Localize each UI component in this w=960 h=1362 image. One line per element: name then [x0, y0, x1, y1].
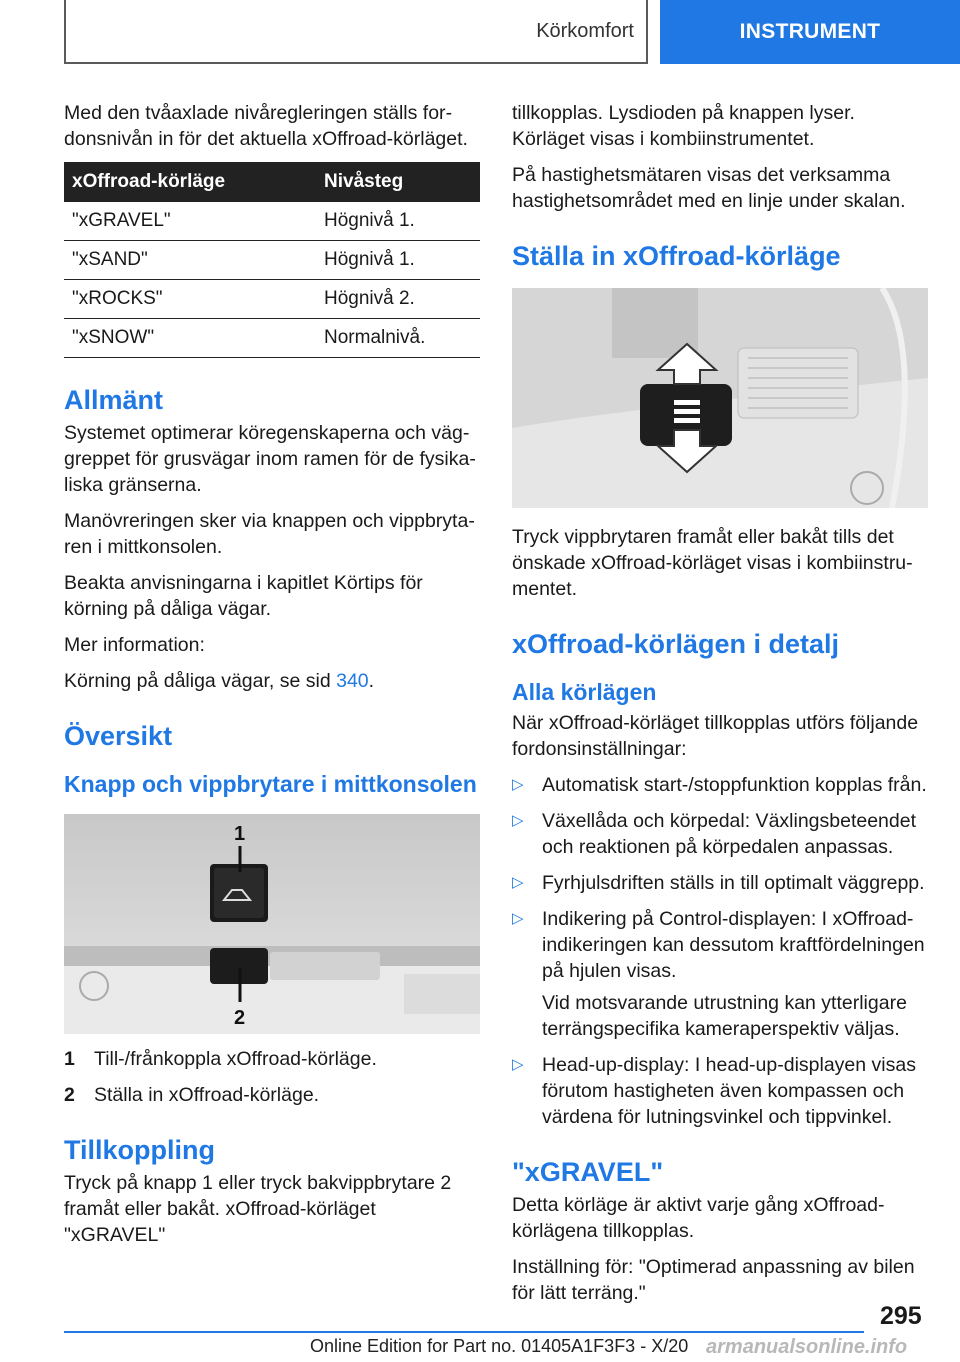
allmant-paragraph-2: Manövreringen sker via knappen och vippbrytaren i mittkonsolen.	[64, 510, 475, 558]
switch-figure	[512, 288, 928, 508]
table-row	[64, 319, 480, 358]
gravel-paragraph-2: Inställning för: "Optimerad anpassning av bilen för lätt terräng."	[512, 1256, 915, 1304]
allmant-paragraph-3: Beakta anvisningarna i kapitlet Körtips för körning på dåliga vägar.	[64, 572, 423, 620]
level-table	[64, 162, 480, 358]
knapp-heading: Knapp och vippbrytare i mittkonsolen	[64, 771, 477, 797]
table-cell: "xSAND"	[64, 241, 316, 280]
alla-paragraph: När xOffroad-körläget tillkopplas utförs följande fordonsinställningar:	[512, 712, 919, 760]
list-item	[64, 1046, 480, 1072]
list-item-number: 2	[64, 1084, 75, 1106]
table-cell: Högnivå 1.	[316, 241, 480, 280]
triangle-bullet-icon: ▷	[512, 776, 524, 793]
allmant-paragraph-1: Systemet optimerar köregenskaperna och väggreppet för grusvägar inom ramen för de fysikaliska gränserna.	[64, 422, 476, 496]
table-cell: Normalnivå.	[316, 319, 480, 358]
list-item	[512, 906, 928, 984]
reference-text: Körning på dåliga vägar, se sid	[64, 670, 337, 692]
figure-label-2: 2	[234, 1007, 246, 1029]
list-item-note: Vid motsvarande utrustning kan ytterligare terrängspecifika kameraperspektiv väljas.	[542, 992, 907, 1040]
switch-illustration	[512, 288, 928, 508]
list-item-text: Till-/frånkoppla xOffroad-körläge.	[94, 1048, 377, 1070]
list-item-text: Växellåda och körpedal: Växlingsbeteendet och reaktionen på körpedalen anpassas.	[542, 810, 917, 858]
footer-divider	[64, 1331, 864, 1333]
page-reference-link[interactable]: 340	[336, 670, 369, 692]
list-item-number: 1	[64, 1048, 75, 1070]
header-section-label: Körkomfort	[536, 19, 634, 42]
list-item	[512, 772, 928, 798]
detalj-heading: xOffroad-körlägen i detalj	[512, 629, 840, 659]
allmant-paragraph-4: Mer information:	[64, 634, 205, 656]
table-cell: Högnivå 1.	[316, 202, 480, 241]
table-row	[64, 241, 480, 280]
list-item	[512, 808, 928, 860]
tillkoppling-paragraph: Tryck på knapp 1 eller tryck bakvippbrytare 2 framåt eller bakåt. xOffroad-körläget "xGRAVEL"	[64, 1172, 452, 1246]
left-column	[64, 100, 480, 1258]
list-item-text: Indikering på Control-displayen: I xOffroad-indikeringen kan dessutom kraftfördelningen på hjulen visas.	[542, 908, 925, 982]
list-item-text: Fyrhjulsdriften ställs in till optimalt väggrepp.	[542, 872, 925, 894]
settings-list	[512, 772, 928, 1130]
table-header-row	[64, 162, 480, 202]
list-item	[512, 870, 928, 896]
watermark: armanualsonline.info	[706, 1336, 908, 1358]
triangle-bullet-icon: ▷	[512, 874, 524, 891]
table-header-level: Nivåsteg	[316, 162, 480, 202]
table-row	[64, 280, 480, 319]
tillkoppling-heading: Tillkoppling	[64, 1135, 215, 1165]
triangle-bullet-icon: ▷	[512, 910, 524, 927]
table-cell: "xSNOW"	[64, 319, 316, 358]
list-item-text: Automatisk start-/stoppfunktion kopplas från.	[542, 774, 927, 796]
table-header-mode: xOffroad-körläge	[64, 162, 316, 202]
figure-legend	[64, 1046, 480, 1108]
header-tab-instrument[interactable]	[660, 0, 960, 64]
oversikt-heading: Översikt	[64, 721, 173, 751]
alla-heading: Alla körlägen	[512, 679, 657, 705]
triangle-bullet-icon: ▷	[512, 1056, 524, 1073]
right-paragraph-1: tillkopplas. Lysdioden på knappen lyser. Körläget visas i kombiinstrumentet.	[512, 102, 855, 150]
table-row	[64, 202, 480, 241]
list-item	[512, 1052, 928, 1130]
console-figure	[64, 814, 480, 1034]
right-paragraph-2: På hastighetsmätaren visas det verksamma hastighetsområdet med en linje under skalan.	[512, 164, 906, 212]
allmant-heading: Allmänt	[64, 385, 164, 415]
stalla-heading: Ställa in xOffroad-körläge	[512, 241, 841, 271]
table-cell: "xROCKS"	[64, 280, 316, 319]
gravel-heading: "xGRAVEL"	[512, 1157, 664, 1187]
figure-label-1: 1	[234, 823, 246, 845]
header-tab-label: INSTRUMENT	[739, 20, 881, 43]
page-number: 295	[880, 1302, 922, 1330]
gravel-paragraph-1: Detta körläge är aktivt varje gång xOffroad-körlägena tillkopplas.	[512, 1194, 885, 1242]
allmant-paragraph-5	[64, 668, 480, 694]
reference-end: .	[368, 670, 375, 692]
table-cell: "xGRAVEL"	[64, 202, 316, 241]
right-column	[512, 100, 928, 1316]
list-item-text: Ställa in xOffroad-körläge.	[94, 1084, 320, 1106]
list-item-text: Head-up-display: I head-up-displayen visas förutom hastigheten även kompassen och värdena för lutningsvinkel och tippvinkel.	[542, 1054, 916, 1128]
table-cell: Högnivå 2.	[316, 280, 480, 319]
intro-paragraph: Med den tvåaxlade nivåregleringen ställs fordonsnivån in för det aktuella xOffroad-körläget.	[64, 102, 468, 150]
header-section	[64, 0, 648, 64]
triangle-bullet-icon: ▷	[512, 812, 524, 829]
footer-edition: Online Edition for Part no. 01405A1F3F3 - X/20	[310, 1336, 689, 1356]
list-item	[64, 1082, 480, 1108]
console-illustration	[64, 814, 480, 1034]
stalla-paragraph: Tryck vippbrytaren framåt eller bakåt tills det önskade xOffroad-körläget visas i kombiinstrumentet.	[512, 526, 913, 600]
